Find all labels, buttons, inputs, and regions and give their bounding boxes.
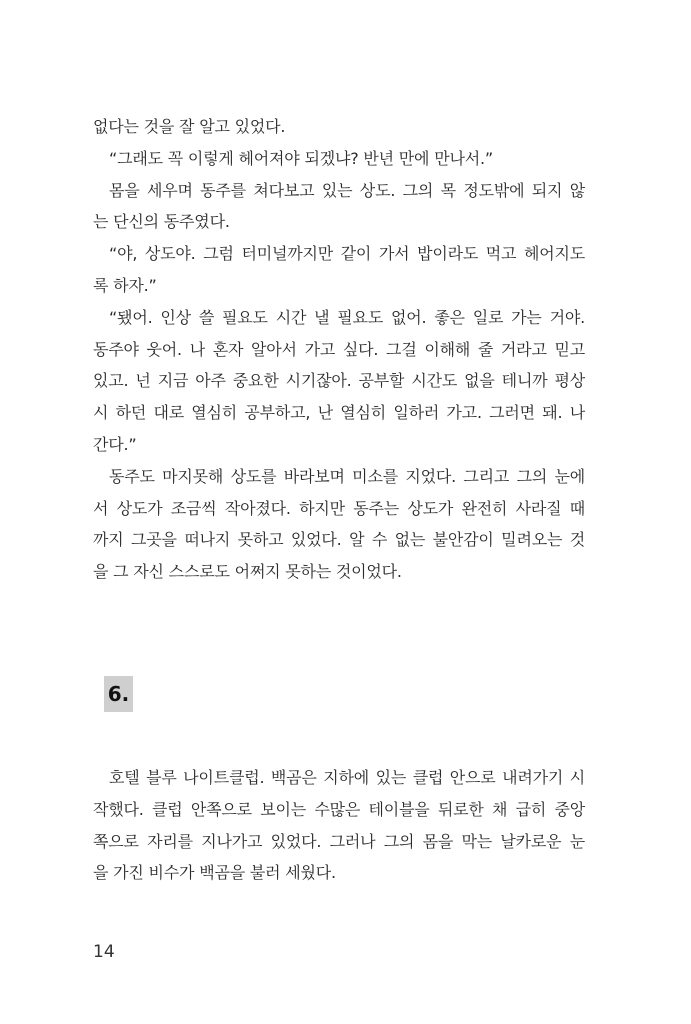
text-line: 작했다. 클럽 안쪽으로 보이는 수많은 테이블을 뒤로한 채 급히 중앙: [93, 799, 585, 819]
section-heading: 6.: [104, 676, 133, 712]
text-line: 동주도 마지못해 상도를 바라보며 미소를 지었다. 그리고 그의 눈에: [109, 466, 585, 486]
text-block-2: [93, 762, 585, 889]
text-line: 있고. 넌 지금 아주 중요한 시기잖아. 공부할 시간도 없을 테니까 평상: [93, 371, 585, 391]
text-block-1: [93, 111, 585, 588]
text-line: “그래도 꼭 이렇게 헤어져야 되겠냐? 반년 만에 만나서.”: [109, 148, 493, 168]
text-line: 을 그 자신 스스로도 어쩌지 못하는 것이었다.: [93, 562, 402, 582]
text-line: 호텔 블루 나이트클럽. 백곰은 지하에 있는 클럽 안으로 내려가기 시: [109, 768, 585, 787]
text-line: 없다는 것을 잘 알고 있었다.: [93, 117, 286, 136]
text-line: 몸을 세우며 동주를 쳐다보고 있는 상도. 그의 목 정도밖에 되지 않: [109, 180, 585, 200]
text-line: “야, 상도야. 그럼 터미널까지만 같이 가서 밥이라도 먹고 헤어지도: [109, 244, 585, 264]
text-line: 쪽으로 자리를 지나가고 있었다. 그러나 그의 몸을 막는 날카로운 눈: [93, 831, 585, 851]
text-line: 는 단신의 동주였다.: [93, 212, 230, 232]
text-line: 동주야 웃어. 나 혼자 알아서 가고 싶다. 그걸 이해해 줄 거라고 믿고: [93, 339, 585, 359]
text-line: 록 하자.”: [93, 275, 157, 295]
text-line: 시 하던 대로 열심히 공부하고, 난 열심히 일하러 가고. 그러면 돼. 나: [93, 403, 585, 423]
text-line: 까지 그곳을 떠나지 못하고 있었다. 알 수 없는 불안감이 밀려오는 것: [93, 530, 585, 550]
page-number: 14: [93, 942, 115, 962]
text-line: “됐어. 인상 쓸 필요도 시간 낼 필요도 없어. 좋은 일로 가는 거야.: [109, 307, 585, 327]
text-line: 을 가진 비수가 백곰을 불러 세웠다.: [93, 863, 336, 883]
text-line: 서 상도가 조금씩 작아졌다. 하지만 동주는 상도가 완전히 사라질 때: [93, 498, 585, 518]
text-line: 간다.”: [93, 434, 137, 454]
